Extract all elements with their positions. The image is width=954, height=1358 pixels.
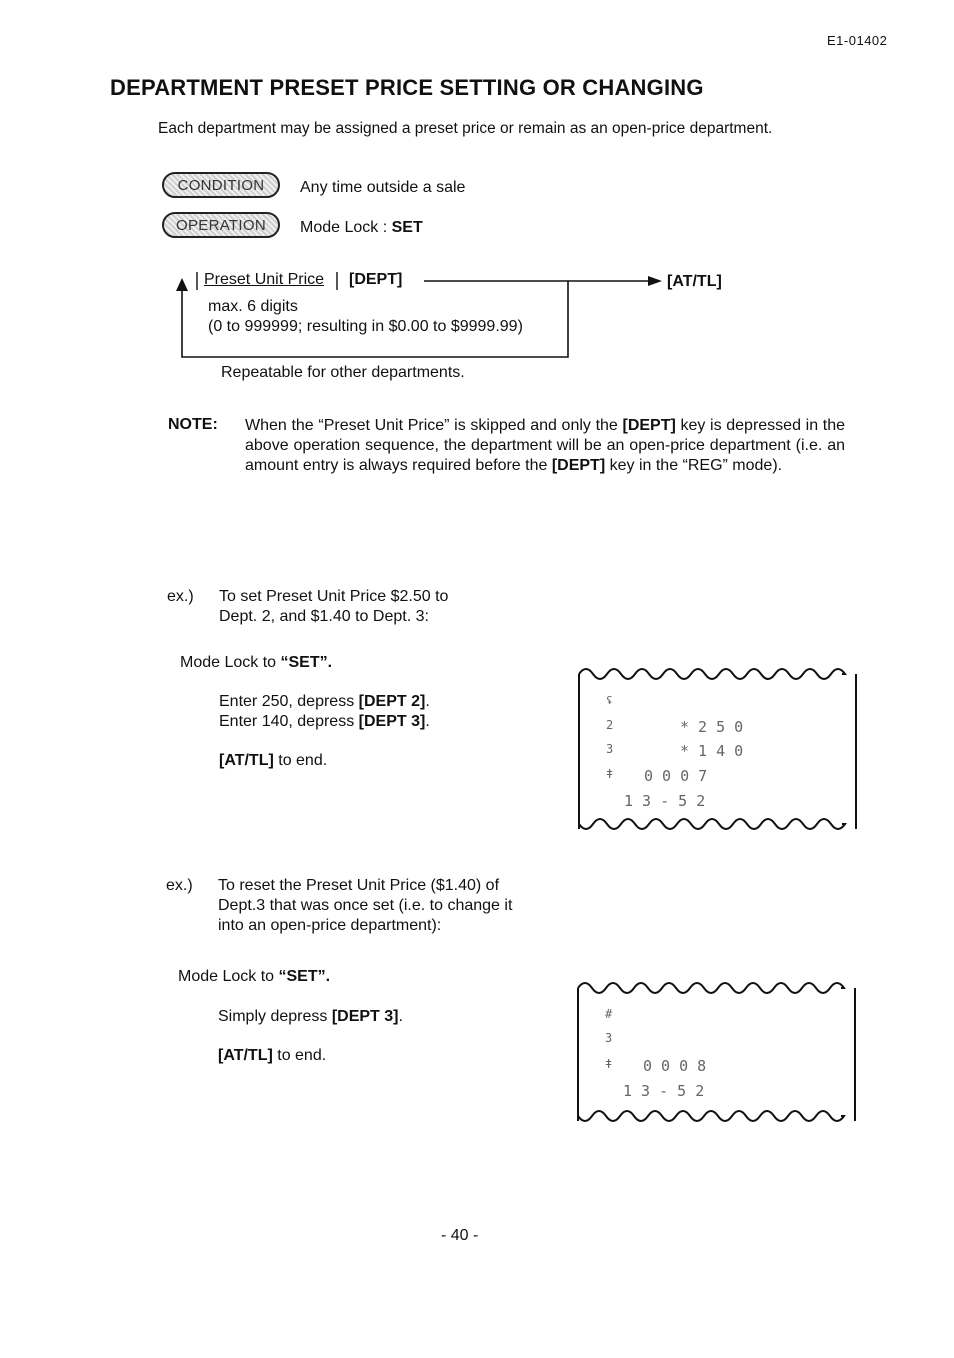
intro-text: Each department may be assigned a preset price or remain as an open-price department.	[158, 120, 773, 137]
example2-label: ex.)	[166, 877, 193, 894]
receipt-1-row3-right: * 1 4 0	[680, 742, 744, 760]
example2-end-suffix: to end.	[272, 1047, 327, 1064]
receipt-2	[575, 978, 859, 1130]
receipt-2-row3-right: 0 0 0 8	[643, 1057, 707, 1075]
page-number: - 40 -	[441, 1227, 479, 1244]
condition-text: Any time outside a sale	[300, 179, 466, 196]
flow-arrow-head	[648, 276, 662, 286]
example1-step2-suffix: .	[425, 713, 430, 730]
example1-step1-key: [DEPT 2]	[358, 693, 426, 710]
example1-label: ex.)	[167, 588, 194, 605]
example1-end	[219, 751, 327, 771]
receipt-2-row2-left: 3	[605, 1031, 613, 1045]
repeat-text: Repeatable for other departments.	[221, 364, 465, 381]
example2-step1	[218, 1007, 403, 1027]
example2-line1: To reset the Preset Unit Price ($1.40) of	[218, 877, 500, 894]
receipt-2-bottom-edge	[578, 1111, 844, 1121]
receipt-1-row3-left: 3	[606, 742, 614, 756]
page-title: DEPARTMENT PRESET PRICE SETTING OR CHANGING	[110, 75, 704, 100]
example2-step1-key: [DEPT 3]	[331, 1008, 399, 1025]
receipt-1-bottom-edge	[579, 819, 845, 829]
example1-step1	[219, 692, 430, 712]
note-label: NOTE:	[168, 416, 218, 433]
example1-line1: To set Preset Unit Price $2.50 to	[219, 588, 449, 605]
note-part-2: key is depressed in the above operation sequence, the department will be an open-price department (i.e. an amount entry is always required before the	[245, 417, 845, 474]
receipt-1-row2-right: * 2 5 0	[680, 718, 744, 736]
receipt-1-row4-left: ǂ	[606, 767, 614, 781]
example2-mode-value: “SET”.	[278, 968, 331, 985]
receipt-2-top-edge	[578, 983, 844, 993]
dept-key-label: [DEPT]	[349, 271, 403, 288]
note-text	[245, 416, 845, 476]
example1-mode-value: “SET”.	[280, 654, 333, 671]
example2-line2: Dept.3 that was once set (i.e. to change it	[218, 897, 513, 914]
receipt-1-top-edge	[579, 669, 845, 679]
receipt-1-row5: 1 3 - 5 2	[624, 792, 706, 810]
note-part-3: key in the “REG” mode).	[605, 457, 783, 474]
example2-end	[218, 1046, 326, 1066]
note-key-2: [DEPT]	[551, 457, 606, 474]
operation-prefix: Mode Lock :	[300, 219, 392, 236]
example2-step1-prefix: Simply depress	[218, 1008, 332, 1025]
max-digits-text: max. 6 digits	[208, 298, 298, 315]
example1-step2-prefix: Enter 140, depress	[219, 713, 359, 730]
note-part-1: When the “Preset Unit Price” is skipped and only the	[245, 417, 623, 434]
example1-step2	[219, 712, 430, 732]
example1-end-suffix: to end.	[273, 752, 328, 769]
receipt-1-row4-right: 0 0 0 7	[644, 767, 708, 785]
operation-value: SET	[391, 219, 423, 236]
attl-key-label: [AT/TL]	[667, 273, 722, 290]
receipt-1-row2-left: 2	[606, 718, 614, 732]
example1-step1-suffix: .	[425, 693, 430, 710]
example1-end-key: [AT/TL]	[219, 752, 274, 769]
flow-diagram	[0, 0, 954, 400]
example1-mode-lock	[180, 653, 332, 673]
example2-line3: into an open-price department):	[218, 917, 442, 934]
example2-mode-prefix: Mode Lock to	[178, 968, 279, 985]
repeat-arrow-head	[176, 278, 188, 291]
preset-unit-price-label: Preset Unit Price	[204, 271, 325, 288]
example1-mode-prefix: Mode Lock to	[180, 654, 281, 671]
condition-badge: CONDITION	[162, 172, 280, 198]
example1-step2-key: [DEPT 3]	[358, 713, 426, 730]
receipt-2-row4: 1 3 - 5 2	[623, 1082, 705, 1100]
example1-step1-prefix: Enter 250, depress	[219, 693, 359, 710]
example2-step1-suffix: .	[398, 1008, 403, 1025]
example1-line2: Dept. 2, and $1.40 to Dept. 3:	[219, 608, 429, 625]
receipt-2-row3-left: ǂ	[605, 1057, 613, 1071]
range-text: (0 to 999999; resulting in $0.00 to $9999.99)	[208, 318, 523, 335]
note-key-1: [DEPT]	[622, 417, 676, 434]
receipt-2-row1-left: #	[605, 1007, 613, 1021]
receipt-1-row1-left: ʢ	[606, 694, 613, 707]
document-id: E1-01402	[827, 33, 888, 48]
example2-end-key: [AT/TL]	[218, 1047, 273, 1064]
operation-badge: OPERATION	[162, 212, 280, 238]
example2-mode-lock	[178, 967, 330, 987]
